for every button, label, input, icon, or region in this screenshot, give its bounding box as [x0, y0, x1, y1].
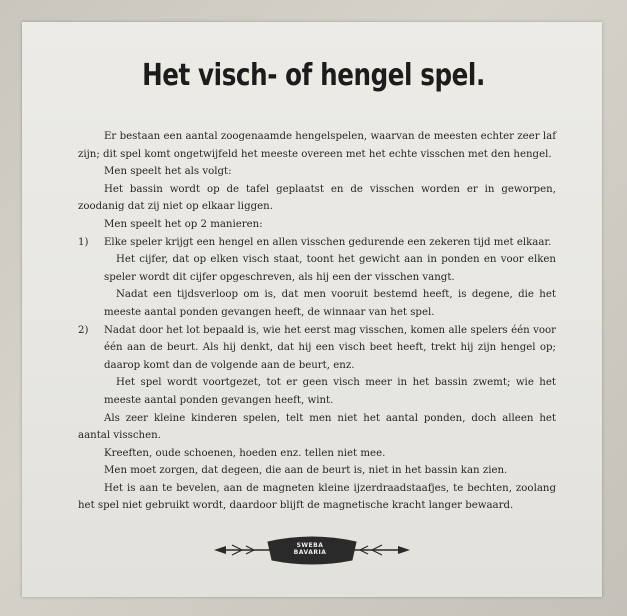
rules-text: [78, 128, 556, 515]
page-title: Het visch- of hengel spel.: [142, 58, 485, 93]
arrow-left-tip-icon: [214, 546, 226, 554]
paragraph-winner: Nadat een tijdsverloop om is, dat men vooruit bestemd heeft, is degene, die het meeste aantal ponden gevangen heeft, de winnaar van het spel.: [104, 289, 556, 318]
list-text: Elke speler krijgt een hengel en allen visschen gedurende een zekeren tijd met elkaar.: [104, 236, 552, 248]
list-item-2: [78, 322, 556, 375]
paragraph-intro: Er bestaan een aantal zoogenaamde hengelspelen, waarvan de meesten echter zeer laf zijn; dit spel komt ongetwijfeld het meeste overeen met het echte visschen met den hengel.: [78, 131, 556, 160]
paragraph-continue: Het spel wordt voortgezet, tot er geen visch meer in het bassin zwemt; wie het meeste aantal ponden gevangen heeft, wint.: [104, 377, 556, 406]
paragraph-weight: Het cijfer, dat op elken visch staat, toont het gewicht aan in ponden en voor elken speler wordt dit cijfer opgeschreven, als hij een der visschen vangt.: [104, 254, 556, 283]
paragraph-how: Men speelt het als volgt:: [104, 166, 232, 178]
emblem-line-2: BAVARIA: [293, 549, 327, 556]
emblem-line-1: SWEBA: [296, 542, 324, 549]
paragraph-setup: Het bassin wordt op de tafel geplaatst en de visschen worden er in geworpen, zoodanig dat zij niet op elkaar liggen.: [78, 183, 556, 213]
paragraph-lobsters: Kreeften, oude schoenen, hoeden enz. tellen niet mee.: [104, 447, 386, 459]
list-number: 2): [78, 324, 89, 336]
paragraph-magnets: Het is aan te bevelen, aan de magneten kleine ijzerdraadstaafjes, te bechten, zoolang het spel niet gebruikt wordt, daardoor blijft de magnetische kracht langer bewaard.: [78, 482, 556, 512]
paragraph-no-peek: Men moet zorgen, dat degeen, die aan de beurt is, niet in het bassin kan zien.: [104, 465, 508, 477]
list-number: 1): [78, 236, 89, 248]
arrow-right-tip-icon: [398, 546, 410, 554]
paragraph-ways: Men speelt het op 2 manieren:: [104, 218, 263, 230]
list-text: Nadat door het lot bepaald is, wie het eerst mag visschen, komen alle spelers één voor één aan de beurt. Als hij denkt, dat hij een visch beet heeft, trekt hij zijn hengel op; daarop komt dan de volgende aan de beurt, enz.: [104, 324, 556, 371]
list-item-1: [78, 234, 556, 252]
emblem-label: [270, 542, 350, 556]
paragraph-children: Als zeer kleine kinderen spelen, telt men niet het aantal ponden, doch alleen het aantal visschen.: [78, 412, 556, 442]
